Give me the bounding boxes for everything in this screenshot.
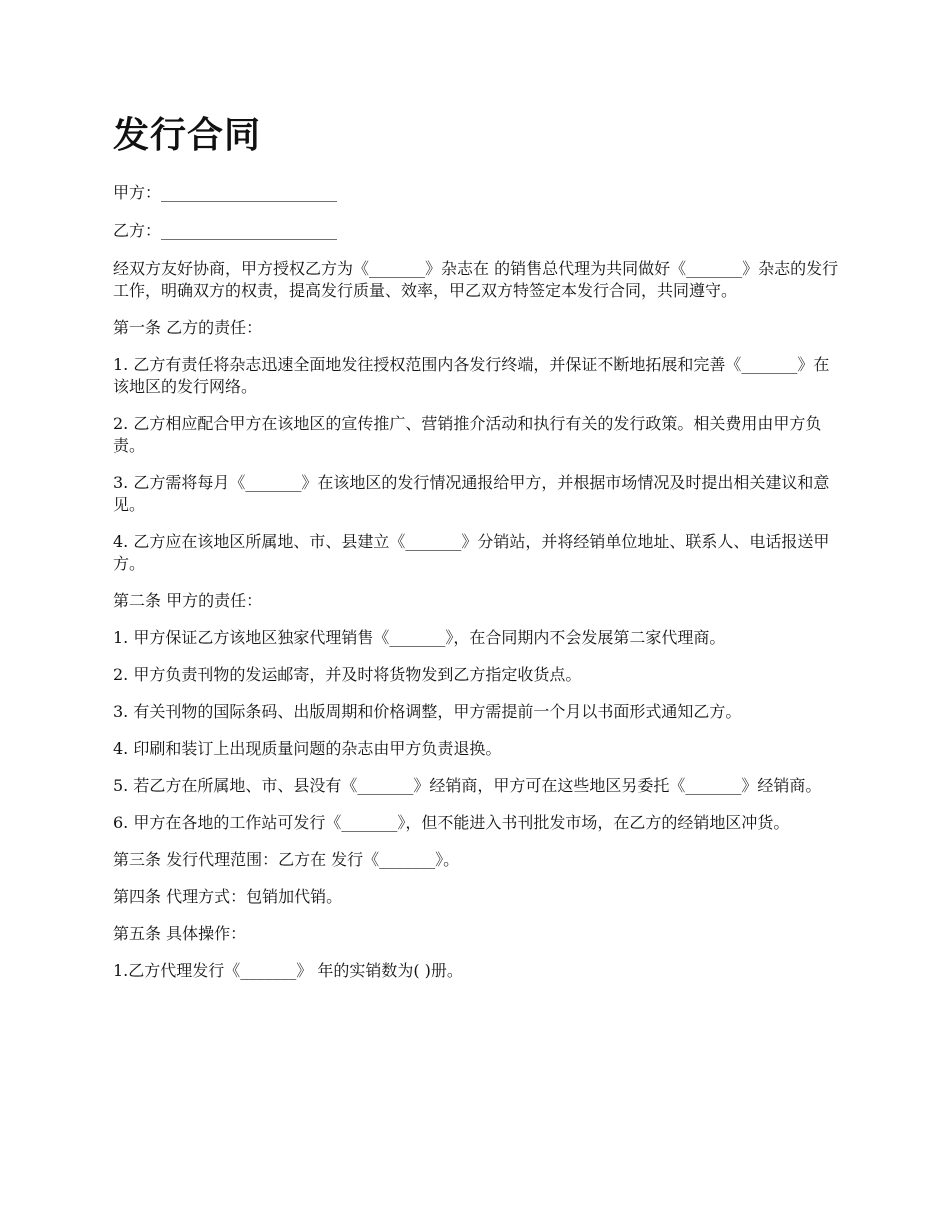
article-3: 第三条 发行代理范围：乙方在 发行《_______》。	[113, 850, 460, 869]
document-title: 发行合同	[113, 115, 262, 156]
contract-document	[113, 112, 841, 997]
article-1-item-4: 4. 乙方应在该地区所属地、市、县建立《_______》分销站，并将经销单位地址、联系人、电话报送甲方。	[113, 532, 830, 573]
article-1-item-1: 1. 乙方有责任将杂志迅速全面地发往授权范围内各发行终端，并保证不断地拓展和完善《_______》在该地区的发行网络。	[113, 355, 830, 396]
article-2-item-3: 3. 有关刊物的国际条码、出版周期和价格调整，甲方需提前一个月以书面形式通知乙方。	[113, 702, 742, 721]
party-a-line: 甲方：______________________	[113, 183, 338, 202]
article-2-item-5: 5. 若乙方在所属地、市、县没有《_______》经销商，甲方可在这些地区另委托《_______》经销商。	[113, 776, 822, 795]
article-1-heading: 第一条 乙方的责任：	[113, 318, 263, 337]
article-5-heading: 第五条 具体操作：	[113, 924, 247, 943]
article-1-item-3: 3. 乙方需将每月《_______》在该地区的发行情况通报给甲方，并根据市场情况及时提出相关建议和意见。	[113, 473, 830, 514]
article-2-item-6: 6. 甲方在各地的工作站可发行《_______》，但不能进入书刊批发市场，在乙方的经销地区冲货。	[113, 813, 790, 832]
article-2-item-2: 2. 甲方负责刊物的发运邮寄，并及时将货物发到乙方指定收货点。	[113, 665, 582, 684]
article-2-item-1: 1. 甲方保证乙方该地区独家代理销售《_______》，在合同期内不会发展第二家代理商。	[113, 628, 726, 647]
intro-paragraph: 经双方友好协商，甲方授权乙方为《_______》杂志在 的销售总代理为共同做好《_______》杂志的发行工作，明确双方的权责，提高发行质量、效率，甲乙双方特签定本发行合同，共同遵守。	[113, 259, 839, 300]
article-5-item-1: 1.乙方代理发行《_______》 年的实销数为( )册。	[113, 961, 463, 980]
article-1-item-2: 2. 乙方相应配合甲方在该地区的宣传推广、营销推介活动和执行有关的发行政策。相关费用由甲方负责。	[113, 414, 822, 455]
article-4: 第四条 代理方式：包销加代销。	[113, 887, 343, 906]
article-2-heading: 第二条 甲方的责任：	[113, 591, 263, 610]
article-2-item-4: 4. 印刷和装订上出现质量问题的杂志由甲方负责退换。	[113, 739, 502, 758]
party-b-line: 乙方：______________________	[113, 221, 338, 240]
